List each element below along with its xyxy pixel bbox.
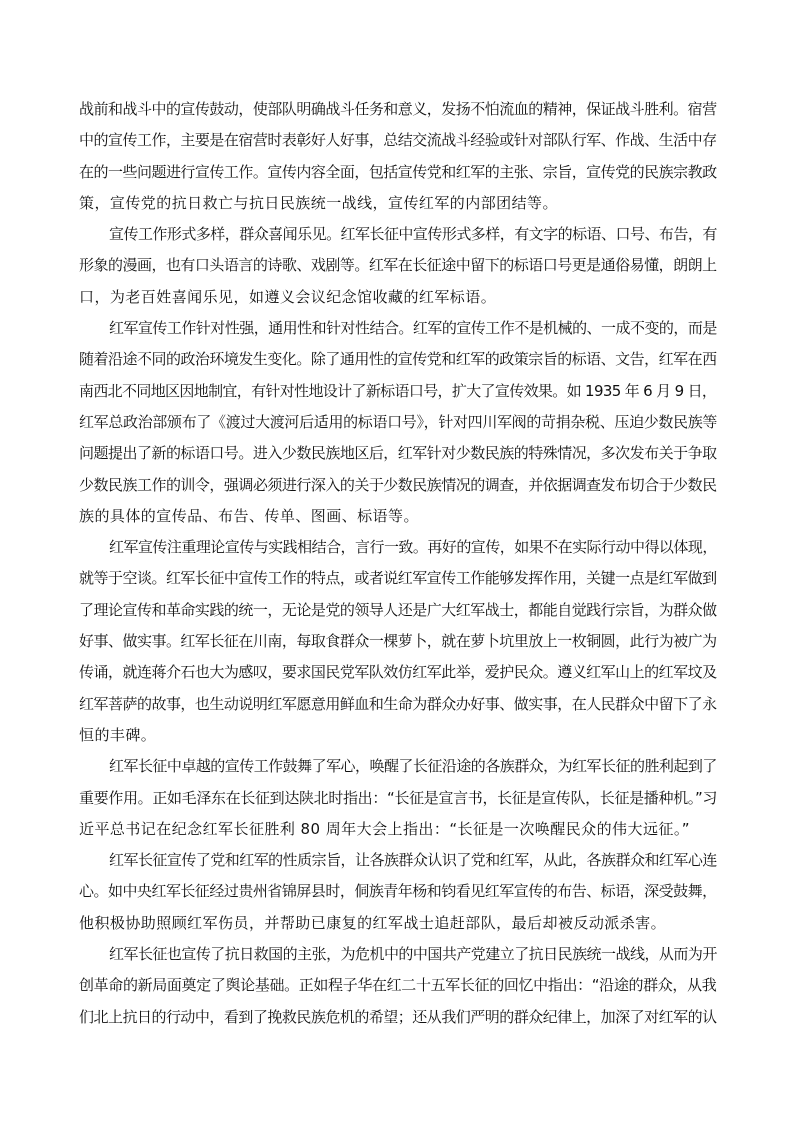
text-line: 红军宣传注重理论宣传与实践相结合，言行一致。再好的宣传，如果不在实际行动中得以体现， bbox=[109, 538, 717, 557]
text-line: 红军长征中卓越的宣传工作鼓舞了军心，唤醒了长征沿途的各族群众，为红军长征的胜利起到了 bbox=[109, 757, 717, 776]
paragraph bbox=[79, 532, 719, 751]
text-line: 红军总政治部颁布了《渡过大渡河后适用的标语口号》，针对四川军阀的苛捐杂税、压迫少数民族等 bbox=[79, 412, 718, 431]
text-line: 了理论宣传和革命实践的统一，无论是党的领导人还是广大红军战士，都能自觉践行宗旨，为群众做 bbox=[79, 600, 717, 619]
text-line: 策，宣传党的抗日救亡与抗日民族统一战线，宣传红军的内部团结等。 bbox=[79, 193, 558, 212]
text-line: 红军长征也宣传了抗日救国的主张，为危机中的中国共产党建立了抗日民族统一战线，从而为开 bbox=[109, 945, 717, 964]
document-body bbox=[79, 94, 719, 1033]
text-line: 中的宣传工作，主要是在宿营时表彰好人好事，总结交流战斗经验或针对部队行军、作战、生活中存 bbox=[79, 131, 717, 150]
text-line: 宣传工作形式多样，群众喜闻乐见。红军长征中宣传形式多样，有文字的标语、口号、布告，有 bbox=[109, 225, 717, 244]
text-line: 传诵，就连蒋介石也大为感叹，要求国民党军队效仿红军此举，爱护民众。遵义红军山上的红军坟及 bbox=[79, 663, 717, 682]
text-line: 战前和战斗中的宣传鼓动，使部队明确战斗任务和意义，发扬不怕流血的精神，保证战斗胜利。宿营 bbox=[79, 100, 717, 118]
paragraph bbox=[79, 845, 719, 939]
text-line: 族的具体的宣传品、布告、传单、图画、标语等。 bbox=[79, 506, 419, 525]
paragraph bbox=[79, 94, 719, 219]
text-line: 们北上抗日的行动中，看到了挽救民族危机的希望；还从我们严明的群众纪律上，加深了对红军的认 bbox=[79, 1007, 717, 1026]
text-line: 问题提出了新的标语口号。进入少数民族地区后，红军针对少数民族的特殊情况，多次发布关于争取 bbox=[79, 444, 717, 463]
text-line: 口，为老百姓喜闻乐见，如遵义会议纪念馆收藏的红军标语。 bbox=[79, 287, 497, 306]
text-line: 近平总书记在纪念红军长征胜利 80 周年大会上指出：“长征是一次唤醒民众的伟大远征。” bbox=[79, 819, 691, 838]
text-line: 红军宣传工作针对性强，通用性和针对性结合。红军的宣传工作不是机械的、一成不变的，而是 bbox=[109, 319, 717, 338]
text-line: 形象的漫画，也有口头语言的诗歌、戏剧等。红军在长征途中留下的标语口号更是通俗易懂，朗朗上 bbox=[79, 256, 717, 275]
text-line: 红军长征宣传了党和红军的性质宗旨，让各族群众认识了党和红军，从此，各族群众和红军心连 bbox=[109, 851, 717, 870]
text-line: 创革命的新局面奠定了舆论基础。正如程子华在红二十五军长征的回忆中指出：“沿途的群众，从我 bbox=[79, 976, 717, 995]
text-line: 他积极协助照顾红军伤员，并帮助已康复的红军战士追赶部队，最后却被反动派杀害。 bbox=[79, 913, 667, 932]
text-line: 就等于空谈。红军长征中宣传工作的特点，或者说红军宣传工作能够发挥作用，关键一点是红军做到 bbox=[79, 569, 717, 588]
text-line: 心。如中央红军长征经过贵州省锦屏县时，侗族青年杨和钧看见红军宣传的布告、标语，深受鼓舞， bbox=[79, 882, 717, 901]
paragraph bbox=[79, 313, 719, 532]
text-line: 重要作用。正如毛泽东在长征到达陕北时指出：“长征是宣言书，长征是宣传队，长征是播种机。”习 bbox=[79, 788, 718, 807]
text-line: 少数民族工作的训令，强调必须进行深入的关于少数民族情况的调查，并依据调查发布切合于少数民 bbox=[79, 475, 717, 494]
text-line: 好事、做实事。红军长征在川南，每取食群众一棵萝卜，就在萝卜坑里放上一枚铜圆，此行为被广为 bbox=[79, 632, 717, 651]
paragraph bbox=[79, 751, 719, 845]
paragraph bbox=[79, 939, 719, 1033]
text-line: 在的一些问题进行宣传工作。宣传内容全面，包括宣传党和红军的主张、宗旨，宣传党的民族宗教政 bbox=[79, 162, 717, 181]
text-line: 随着沿途不同的政治环境发生变化。除了通用性的宣传党和红军的政策宗旨的标语、文告，红军在西 bbox=[79, 350, 717, 369]
text-line: 恒的丰碑。 bbox=[79, 725, 157, 744]
paragraph bbox=[79, 219, 719, 313]
text-line: 南西北不同地区因地制宜，有针对性地设计了新标语口号，扩大了宣传效果。如 1935 年 6 月 9 日， bbox=[79, 381, 717, 400]
text-line: 红军菩萨的故事，也生动说明红军愿意用鲜血和生命为群众办好事、做实事，在人民群众中留下了永 bbox=[79, 694, 717, 713]
